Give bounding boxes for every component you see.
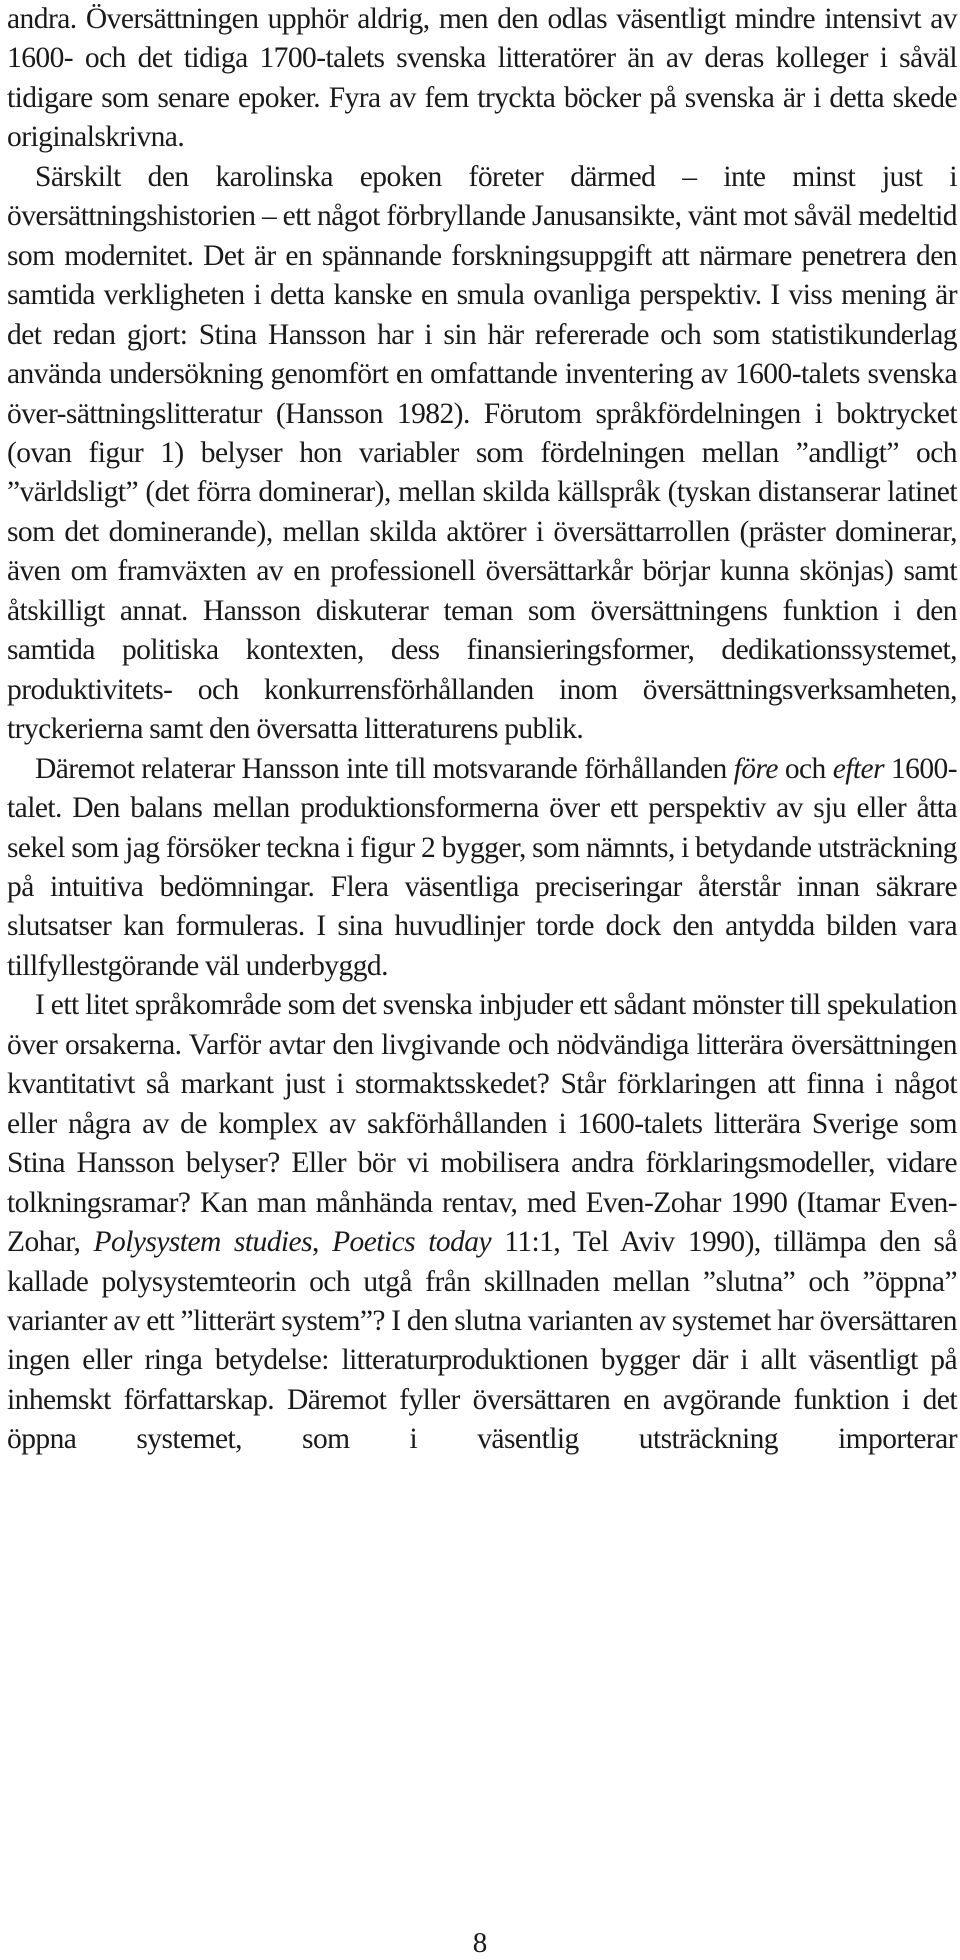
- text-segment: 11:1, Tel Aviv 1990), tillämpa den så kallade polysystemteorin och utgå från skillnaden mellan ”slutna” och ”öppna” varianter av ett ”litterärt system”? I den slutna varianten av systemet har översättaren ingen eller ringa betydelse: litteraturproduktionen bygger där i allt väsentligt på inhemskt författarskap. Däremot fyller översättaren en avgörande funktion i det öppna systemet, som i väsentlig utsträckning importerar: [7, 1226, 957, 1456]
- text-segment: Däremot relaterar Hansson inte till motsvarande förhållanden: [35, 752, 734, 785]
- text-segment: 1600-talet. Den balans mellan produktionsformerna över ett perspektiv av sju eller åtta sekel som jag försöker teckna i figur 2 bygger, som nämnts, i betydande utsträckning på intuitiva bedömningar. Flera väsentliga preciseringar återstår innan säkrare slutsatser kan formuleras. I sina huvudlinjer torde dock den antydda bilden vara tillfyllestgörande väl underbyggd.: [7, 752, 957, 982]
- paragraph-1: [7, 0, 957, 158]
- italic-text-segment: efter: [832, 752, 884, 785]
- italic-text-segment: Poetics today: [332, 1226, 492, 1259]
- page-body: [7, 0, 957, 1460]
- text-segment: Särskilt den karolinska epoken företer därmed – inte minst just i översättningshistorien – ett något förbryllande Janusansikte, vänt mot såväl medeltid som modernitet. Det är en spännande forskningsuppgift att närmare penetrera den samtida verkligheten i detta kanske en smula ovanliga perspektiv. I viss mening är det redan gjort: Stina Hansson har i sin här refererade och som statistikunderlag använda undersökning genomfört en omfattande inventering av 1600-talets svenska över-sättningslitteratur (Hansson 1982). Förutom språkfördelningen i boktrycket (ovan figur 1) belyser hon variabler som fördelningen mellan ”andligt” och ”världsligt” (det förra dominerar), mellan skilda källspråk (tyskan distanserar latinet som det dominerande), mellan skilda aktörer i översättarrollen (präster dominerar, även om framväxten av en professionell översättarkår börjar kunna skönjas) samt åtskilligt annat. Hansson diskuterar teman som översättningens funktion i den samtida politiska kontexten, dess finansieringsformer, dedikationssystemet, produktivitets- och konkurrensförhållanden inom översättningsverksamheten, tryckerierna samt den översatta litteraturens publik.: [7, 160, 957, 746]
- page-number: 8: [472, 1927, 488, 1959]
- text-segment: och: [777, 752, 833, 785]
- paragraph-2: [7, 158, 957, 750]
- italic-text-segment: Polysystem studies: [93, 1226, 313, 1259]
- paragraph-3: [7, 750, 957, 987]
- text-segment: I ett litet språkområde som det svenska inbjuder ett sådant mönster till spekulation över orsakerna. Varför avtar den livgivande och nödvändiga litterära översättningen kvantitativt så markant just i stormaktsskedet? Står förklaringen att finna i något eller några av de komplex av sakförhållanden i 1600-talets litterära Sverige som Stina Hansson belyser? Eller bör vi mobilisera andra förklaringsmodeller, vidare tolkningsramar? Kan man månhända rentav, med Even-Zohar 1990 (Itamar Even-Zohar,: [7, 989, 957, 1259]
- text-segment: ,: [312, 1226, 333, 1259]
- paragraph-4: [7, 986, 957, 1459]
- italic-text-segment: före: [733, 752, 778, 785]
- text-segment: andra. Översättningen upphör aldrig, men den odlas väsentligt mindre intensivt av 1600- och det tidiga 1700-talets svenska litteratörer än av deras kolleger i såväl tidigare som senare epoker. Fyra av fem tryckta böcker på svenska är i detta skede originalskrivna.: [7, 3, 957, 154]
